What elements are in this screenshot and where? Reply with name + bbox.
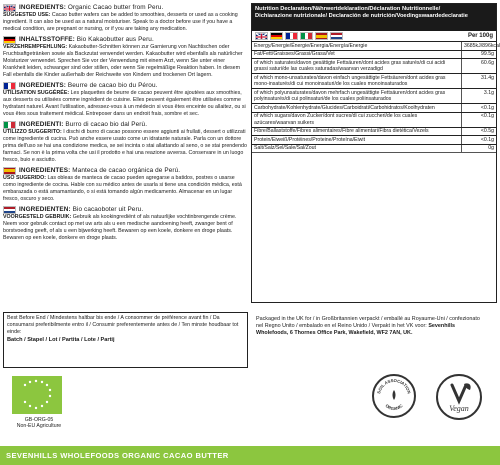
- nl-usage-text: Gebruik als kookingrediënt of als natuurlijke vochtinbrengende crème. Neem voor gebruik contact op met uw arts als u een medische aandoening heeft, zwanger bent of borstvoeding geeft, of als u een bijwerking heeft. Bewaren op een koele, donkere en droge plaats. Bewaren op een koele, donkere en droge plaats.: [3, 214, 237, 241]
- italian-flag-icon: [3, 121, 16, 129]
- nutrition-row: [252, 136, 496, 145]
- nutrition-row-label: of which mono-unsaturates/davon einfach ungesättigte Fettsäuren/dont acides gras mono-insaturés/di cui monoinsaturi/de los cuales monoinsaturados: [252, 74, 462, 88]
- nutrition-row-label: Fat/Fett/Graisses/Grassi/Grasa/Vet: [252, 51, 462, 59]
- dutch-flag-icon: [3, 206, 16, 214]
- de-usage-heading: VERZEHREMPFEHLUNG:: [3, 44, 68, 50]
- uk-usage-heading: SUGGESTED USE:: [3, 12, 51, 18]
- uk-ingredients-text: Organic Cacao butter from Peru.: [67, 4, 164, 11]
- es-usage-heading: USO SUGERIDO:: [3, 175, 46, 181]
- es-ingredients-heading: INGREDIENTES:: [19, 167, 71, 174]
- uk-flag-icon: [255, 32, 268, 40]
- french-flag-icon: [285, 32, 298, 40]
- lang-block-it: [3, 120, 248, 164]
- de-ingredients-heading: INHALTSSTOFFE:: [19, 36, 75, 43]
- nutrition-row-value: <0.1g: [480, 136, 494, 143]
- nutrition-row-label: of which sugars/davon Zucker/dont sucres/di cui zuccheri/de los cuales azúcares/waarvan suikers: [252, 113, 462, 127]
- es-usage-text: Las obleas de manteca de cacao pueden agregarse a batidos, postres o usarse como ingrediente de cocina. Hable con su médico antes de usarla si tiene una condición médica, está embarazada o está amamantando, o si está tomando algún medicamento. Almacenar en un lugar fresco, oscuro y seco.: [3, 175, 242, 202]
- nutrition-title-line-1: Nutrition Declaration/Nährwertdeklaration/Déclaration Nutritionnelle/: [255, 6, 441, 12]
- fr-usage-text: Les plaquettes de beurre de cacao peuvent être ajoutées aux smoothies, aux desserts ou utilisées comme ingrédient de cuisine. Elles peuvent également être utilisées comme hydratant naturel. Avant l'utilisation, adressez-vous à un médecin si vous êtes enceinte ou allaitez, ou si vous êtes sous traitement médical. Entreposer dans un endroit frais, sombre et sec.: [3, 90, 246, 117]
- nutrition-row-value: <0.5g: [480, 128, 494, 134]
- it-ingredients-heading: INGREDIENTI:: [19, 121, 64, 128]
- nl-ingredients-heading: INGREDIENTEN:: [19, 206, 71, 213]
- de-ingredients-text: Bio Kakaobutter aus Peru.: [76, 36, 154, 43]
- svg-text:ORGANIC: [384, 403, 403, 411]
- vegan-logo: [436, 374, 482, 420]
- eu-organic-origin: Non-EU Agriculture: [16, 423, 62, 429]
- italian-flag-icon: [300, 32, 313, 40]
- nutrition-header: [252, 4, 496, 31]
- german-flag-icon: [3, 36, 16, 44]
- product-name-bar: [0, 446, 500, 465]
- company-address: Sevenhills Wholefoods, 6 Thornes Office Park, Wakefield, WF2 7AN, UK.: [256, 323, 455, 337]
- es-ingredients-text: Manteca de cacao orgánica de Perú.: [72, 167, 181, 174]
- nutrition-table: [251, 3, 500, 303]
- best-before-box: [3, 312, 248, 368]
- soil-association-logo: [372, 374, 416, 418]
- nutrition-row: [252, 89, 496, 104]
- packed-text: Packaged in the UK for / in Großbritannien verpackt / emballé au Royaume-Uni / confezionato nel Regno Unito / embalado en el Reino Unido / Verpakt in het VK voor:: [256, 316, 480, 330]
- fr-ingredients-heading: INGREDIENTS:: [19, 82, 67, 89]
- lang-block-nl: [3, 205, 248, 242]
- it-usage-heading: UTILIZZO SUGGERITO:: [3, 129, 62, 135]
- lang-block-es: [3, 166, 248, 203]
- nutrition-row: [252, 128, 496, 137]
- french-flag-icon: [3, 82, 16, 90]
- nutrition-flags-row: [252, 31, 496, 42]
- nutrition-row: [252, 51, 496, 60]
- nutrition-row-value: 31.4g: [481, 74, 494, 81]
- dutch-flag-icon: [330, 32, 343, 40]
- lang-block-de: [3, 35, 248, 79]
- nutrition-row-value: <0.1g: [480, 113, 494, 119]
- nutrition-row-label: of which saturates/davon gesättigte Fettsäuren/dont acides gras saturés/di cui acidi grassi saturi/de las cuales saturadas/waarvan verzadigd: [252, 59, 462, 73]
- vegan-text: Vegan: [449, 404, 469, 413]
- fr-ingredients-text: Beurre de cacao bio du Pérou.: [67, 82, 158, 89]
- nl-usage-heading: VOORGESTELD GEBRUIK:: [3, 214, 72, 220]
- nutrition-row-label: Energy/Energie/Énergie/Energia/Energía/Energie: [252, 42, 462, 50]
- nutrition-row: [252, 59, 496, 74]
- nutrition-row: [252, 104, 496, 113]
- uk-flag-icon: [3, 4, 16, 12]
- packed-info: [256, 316, 486, 338]
- nutrition-row: [252, 113, 496, 128]
- eu-organic-code: GB-ORG-05: [24, 417, 54, 423]
- nutrition-row-value: 3.1g: [483, 89, 494, 96]
- nutrition-row: [252, 74, 496, 89]
- de-usage-text: Kakaobutter-Schnitten können zur Garnierung von Nachtischen oder Fruchtsaftgetränken sowie als Backzutat verwendet werden. Kakaobutter wird ebenfalls als natürlicher Moisturizer verwendet. Sprechen Sie vor der Verwendung mit einem Arzt, wenn Sie unter einer Krankheit leiden, schwanger sind oder stillen, oder wenn Sie regelmäßige Reaktion haben. In diesem Fall ebenfalls die Kinder außerhalb der Reichweite von Kindern und trockenen Ort lagern.: [3, 44, 243, 78]
- nutrition-title-line-2: Dichiarazione nutrizionale/ Declaración de nutrición/Voedingswaardedeclaratie: [255, 13, 468, 19]
- nutrition-row-label: of which polyunsaturates/davon mehrfach ungesättigte Fettsäuren/dont acides gras polyinsaturés/di cui polinsaturi/de los cuales poliinsaturados: [252, 89, 462, 103]
- it-ingredients-text: Burro di cacao bio dal Perù.: [65, 121, 148, 128]
- uk-ingredients-heading: INGREDIENTS:: [19, 4, 67, 11]
- nutrition-row-label: Protein/Eiweiß/Protéines/Proteine/Proteína/Eiwit: [252, 136, 462, 144]
- product-name: SEVENHILLS WHOLEFOODS ORGANIC CACAO BUTTER: [6, 451, 229, 460]
- uk-usage-text: Cacao butter wafers can be added to smoothies, desserts or used as a cooking ingredient. It can also be used as a natural moisturiser. Speak to a doctor before use if you have a medical condition, are pregnant or nursing, or if you are taking any medication.: [3, 12, 238, 32]
- nutrition-row: [252, 42, 500, 51]
- certification-logos: [0, 372, 500, 444]
- eu-organic-caption: [6, 417, 72, 429]
- nutrition-row-value: 60.6g: [481, 59, 494, 66]
- nutrition-row: [252, 145, 496, 154]
- lang-block-uk: [3, 3, 248, 33]
- nutrition-row-label: Carbohydrate/Kohlenhydrate/Glucides/Carboidrati/Carbohidratos/Koolhydraten: [252, 104, 462, 112]
- soil-association-bottom-text: ORGANIC: [384, 403, 404, 412]
- spanish-flag-icon: [315, 32, 328, 40]
- nutrition-row-value: <0.1g: [480, 104, 494, 111]
- nutrition-row-value: 3685kJ/896kcal: [464, 42, 500, 49]
- nutrition-row-value: 99.5g: [481, 51, 494, 57]
- nl-ingredients-text: Bio cacaoboter uit Peru.: [72, 206, 144, 213]
- soil-association-top-text: SOIL ASSOCIATION: [376, 377, 412, 395]
- lang-block-fr: [3, 81, 248, 118]
- eu-organic-leaf-logo: [12, 376, 62, 414]
- spanish-flag-icon: [3, 167, 16, 175]
- it-usage-text: I dischi di burro di cacao possono essere aggiunti ai frullati, dessert o utilizzati come ingrediente di cucina. Può anche essere usato come un idratante naturale. Parla con un dottore prima dell'uso se hai una condizione medica, se sei incinta o stai allattando al seno, o se stai prendendo farmaci. Se non è la prima volta che usi il prodotto e hai una reazione avversa. Conservare in un luogo fresco, buio e asciutto.: [3, 129, 247, 163]
- nutrition-row-label: Fibre/Ballaststoffe/Fibres alimentaires/Fibre alimentari/Fibra dietética/Vezels: [252, 128, 462, 136]
- nutrition-row-value: 0g: [488, 145, 494, 151]
- batch-label: Batch / Stapel / Lot / Partita / Lote / Partij: [7, 337, 115, 343]
- german-flag-icon: [270, 32, 283, 40]
- language-sections: [3, 3, 248, 311]
- nutrition-row-label: Salt/Salz/Sel/Sale/Sal/Zout: [252, 145, 462, 153]
- best-before-text: Best Before End / Mindestens haltbar bis ende / A consommer de préférence avant fin / Da consumarsi preferibilmente entro il / Consumir preferentemente antes de / Ten minste houdbaar tot einde:: [7, 315, 239, 335]
- per-100g-label: Per 100g: [467, 33, 493, 39]
- fr-usage-heading: UTILISATION SUGGÉRÉE:: [3, 90, 70, 96]
